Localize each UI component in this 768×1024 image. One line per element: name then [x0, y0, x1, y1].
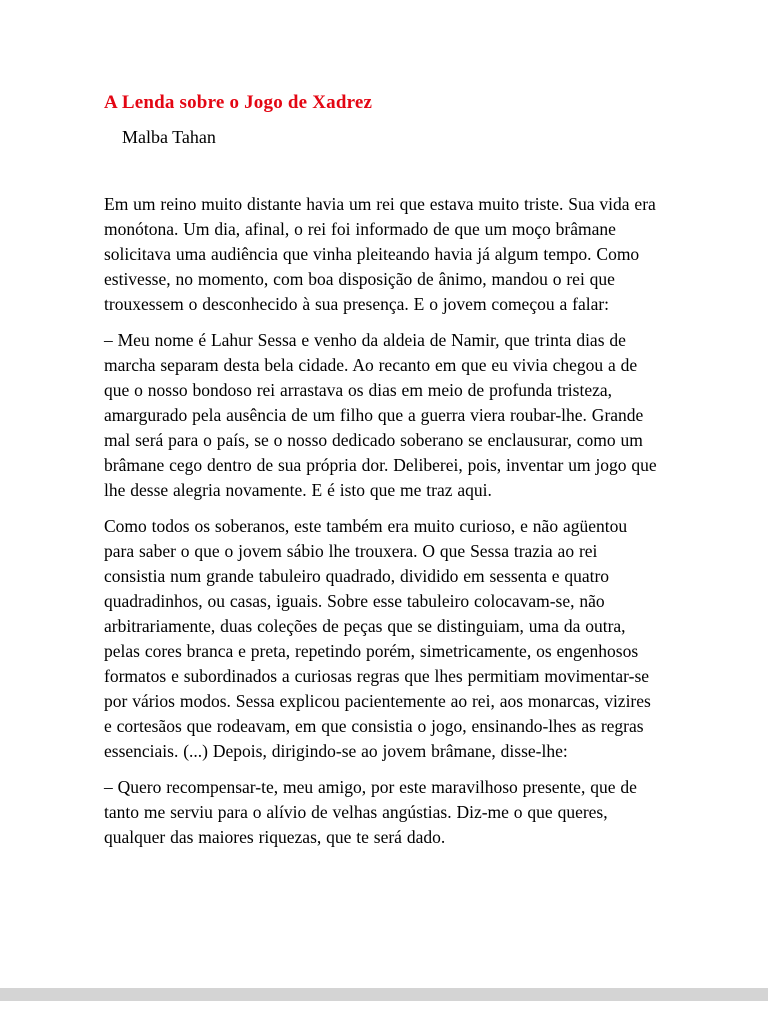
document-content	[104, 92, 662, 861]
document-body	[104, 192, 662, 850]
document-author: Malba Tahan	[122, 127, 216, 147]
document-title: A Lenda sobre o Jogo de Xadrez	[104, 92, 373, 113]
page-separator	[0, 988, 768, 1001]
paragraph-king-reward: – Quero recompensar-te, meu amigo, por este maravilhoso presente, que de tanto me serviu para o alívio de velhas angústias. Diz-me o que queres, qualquer das maiores riquezas, que te será dado.	[104, 777, 637, 847]
paragraph-intro: Em um reino muito distante havia um rei que estava muito triste. Sua vida era monótona. Um dia, afinal, o rei foi informado de que um moço brâmane solicitava uma audiência que vinha pleiteando havia já algum tempo. Como estivesse, no momento, com boa disposição de ânimo, mandou o rei que trouxessem o desconhecido à sua presença. E o jovem começou a falar:	[104, 194, 656, 314]
paragraph-sessa-speech: – Meu nome é Lahur Sessa e venho da aldeia de Namir, que trinta dias de marcha separam desta bela cidade. Ao recanto em que eu vivia chegou a de que o nosso bondoso rei arrastava os dias em meio de profunda tristeza, amargurado pela ausência de um filho que a guerra viera roubar-lhe. Grande mal será para o país, se o nosso dedicado soberano se enclausurar, como um brâmane cego dentro de sua própria dor. Deliberei, pois, inventar um jogo que lhe desse alegria novamente. E é isto que me traz aqui.	[104, 330, 657, 500]
paragraph-chess-description: Como todos os soberanos, este também era muito curioso, e não agüentou para saber o que o jovem sábio lhe trouxera. O que Sessa trazia ao rei consistia num grande tabuleiro quadrado, dividido em sessenta e quatro quadradinhos, ou casas, iguais. Sobre esse tabuleiro colocavam-se, não arbitrariamente, duas coleções de peças que se distinguiam, uma da outra, pelas cores branca e preta, repetindo porém, simetricamente, os engenhosos formatos e subordinados a curiosas regras que lhes permitiam movimentar-se por vários modos. Sessa explicou pacientemente ao rei, aos monarcas, vizires e cortesãos que rodeavam, em que consistia o jogo, ensinando-lhes as regras essenciais. (...) Depois, dirigindo-se ao jovem brâmane, disse-lhe:	[104, 516, 651, 761]
